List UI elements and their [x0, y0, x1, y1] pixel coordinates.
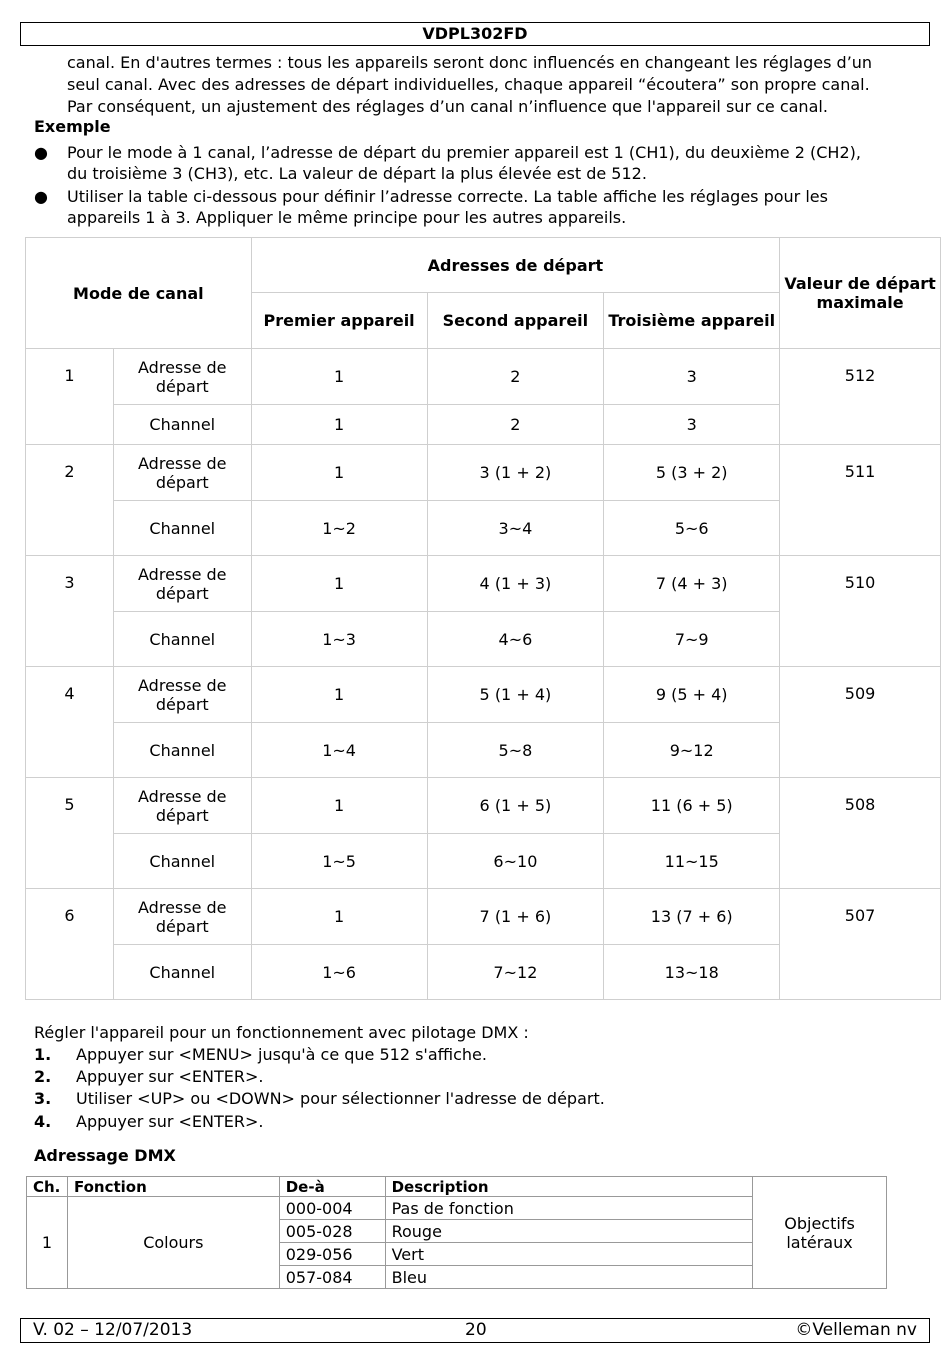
- second-channel-cell: 6~10: [427, 834, 604, 889]
- max-start-cell: 511: [780, 445, 941, 556]
- mode-cell: 5: [26, 778, 114, 889]
- step-text: Appuyer sur <MENU> jusqu'à ce que 512 s'affiche.: [76, 1045, 487, 1064]
- first-channel-cell: 1~3: [251, 612, 427, 667]
- dmx-table: [26, 1176, 887, 1289]
- step-number: 1.: [34, 1045, 52, 1064]
- second-start-cell: 6 (1 + 5): [427, 778, 604, 834]
- third-channel-cell: 3: [604, 405, 780, 445]
- first-channel-cell: 1~2: [251, 501, 427, 556]
- row-label-channel: Channel: [113, 612, 251, 667]
- page-header-title: VDPL302FD: [20, 22, 930, 46]
- second-channel-cell: 4~6: [427, 612, 604, 667]
- second-start-cell: 5 (1 + 4): [427, 667, 604, 723]
- bullet-icon: ●: [34, 187, 48, 206]
- step-text: Utiliser <UP> ou <DOWN> pour sélectionner l'adresse de départ.: [76, 1089, 605, 1108]
- dmx-col-range: De-à: [279, 1177, 385, 1197]
- dmx-note: Objectifs latéraux: [753, 1177, 887, 1289]
- step-number: 2.: [34, 1067, 52, 1086]
- bullet-icon: ●: [34, 143, 48, 162]
- row-label-start: Adresse de départ: [113, 778, 251, 834]
- row-label-channel: Channel: [113, 945, 251, 1000]
- table-row: [26, 889, 941, 945]
- max-start-cell: 510: [780, 556, 941, 667]
- dmx-desc-cell: Vert: [385, 1243, 752, 1266]
- col-mode-header: Mode de canal: [26, 238, 252, 349]
- row-label-channel: Channel: [113, 723, 251, 778]
- second-channel-cell: 5~8: [427, 723, 604, 778]
- first-channel-cell: 1~5: [251, 834, 427, 889]
- page-footer: [20, 1318, 930, 1343]
- second-channel-cell: 2: [427, 405, 604, 445]
- dmx-range-cell: 057-084: [279, 1266, 385, 1289]
- footer-copyright: ©Velleman nv: [795, 1320, 917, 1340]
- dmx-ch-cell: 1: [27, 1197, 68, 1289]
- max-start-cell: 507: [780, 889, 941, 1000]
- table-row: [26, 667, 941, 723]
- intro-line: Par conséquent, un ajustement des réglages d’un canal n’influence que l'appareil sur ce canal.: [67, 97, 828, 116]
- dmx-col-fonction: Fonction: [67, 1177, 279, 1197]
- step-number: 3.: [34, 1089, 52, 1108]
- third-start-cell: 3: [604, 349, 780, 405]
- mode-cell: 6: [26, 889, 114, 1000]
- col-third-header: Troisième appareil: [604, 293, 780, 349]
- step-item: [34, 1089, 605, 1108]
- example-heading: Exemple: [34, 117, 111, 136]
- third-start-cell: 13 (7 + 6): [604, 889, 780, 945]
- dmx-desc-cell: Pas de fonction: [385, 1197, 752, 1220]
- max-start-cell: 509: [780, 667, 941, 778]
- dmx-fonction-cell: Colours: [67, 1197, 279, 1289]
- row-label-start: Adresse de départ: [113, 349, 251, 405]
- first-start-cell: 1: [251, 349, 427, 405]
- third-start-cell: 5 (3 + 2): [604, 445, 780, 501]
- max-start-cell: 512: [780, 349, 941, 445]
- third-channel-cell: 7~9: [604, 612, 780, 667]
- step-item: [34, 1067, 264, 1086]
- table-row: [26, 556, 941, 612]
- second-channel-cell: 7~12: [427, 945, 604, 1000]
- row-label-start: Adresse de départ: [113, 889, 251, 945]
- bullet-line: du troisième 3 (CH3), etc. La valeur de départ la plus élevée est de 512.: [67, 164, 647, 183]
- bullet-line: Utiliser la table ci-dessous pour définir l’adresse correcte. La table affiche les réglages pour les: [67, 187, 828, 206]
- dmx-col-desc: Description: [385, 1177, 752, 1197]
- intro-line: seul canal. Avec des adresses de départ individuelles, chaque appareil “écoutera” son propre canal.: [67, 75, 870, 94]
- table-row: [26, 349, 941, 405]
- col-max-header: Valeur de départ maximale: [780, 238, 941, 349]
- second-start-cell: 4 (1 + 3): [427, 556, 604, 612]
- third-channel-cell: 9~12: [604, 723, 780, 778]
- first-channel-cell: 1: [251, 405, 427, 445]
- third-channel-cell: 11~15: [604, 834, 780, 889]
- bullet-line: appareils 1 à 3. Appliquer le même principe pour les autres appareils.: [67, 208, 627, 227]
- step-text: Appuyer sur <ENTER>.: [76, 1067, 264, 1086]
- first-start-cell: 1: [251, 556, 427, 612]
- step-item: [34, 1112, 264, 1131]
- step-number: 4.: [34, 1112, 52, 1131]
- second-start-cell: 2: [427, 349, 604, 405]
- steps-intro: Régler l'appareil pour un fonctionnement avec pilotage DMX :: [34, 1023, 529, 1042]
- row-label-start: Adresse de départ: [113, 667, 251, 723]
- third-start-cell: 7 (4 + 3): [604, 556, 780, 612]
- first-start-cell: 1: [251, 445, 427, 501]
- dmx-desc-cell: Bleu: [385, 1266, 752, 1289]
- row-label-channel: Channel: [113, 405, 251, 445]
- second-start-cell: 3 (1 + 2): [427, 445, 604, 501]
- footer-version: V. 02 – 12/07/2013: [33, 1320, 193, 1340]
- first-channel-cell: 1~6: [251, 945, 427, 1000]
- start-address-table: [25, 237, 941, 1000]
- table-row: [26, 445, 941, 501]
- first-start-cell: 1: [251, 778, 427, 834]
- first-channel-cell: 1~4: [251, 723, 427, 778]
- bullet-line: Pour le mode à 1 canal, l’adresse de départ du premier appareil est 1 (CH1), du deuxième 2 (CH2),: [67, 143, 861, 162]
- third-channel-cell: 13~18: [604, 945, 780, 1000]
- dmx-range-cell: 005-028: [279, 1220, 385, 1243]
- third-start-cell: 9 (5 + 4): [604, 667, 780, 723]
- footer-page-number: 20: [465, 1320, 487, 1340]
- second-start-cell: 7 (1 + 6): [427, 889, 604, 945]
- row-label-channel: Channel: [113, 834, 251, 889]
- first-start-cell: 1: [251, 889, 427, 945]
- col-start-header: Adresses de départ: [251, 238, 779, 293]
- col-first-header: Premier appareil: [251, 293, 427, 349]
- row-label-channel: Channel: [113, 501, 251, 556]
- dmx-desc-cell: Rouge: [385, 1220, 752, 1243]
- mode-cell: 4: [26, 667, 114, 778]
- second-channel-cell: 3~4: [427, 501, 604, 556]
- third-channel-cell: 5~6: [604, 501, 780, 556]
- mode-cell: 1: [26, 349, 114, 445]
- mode-cell: 2: [26, 445, 114, 556]
- table-row: [26, 778, 941, 834]
- intro-line: canal. En d'autres termes : tous les appareils seront donc influencés en changeant les réglages d’un: [67, 53, 873, 72]
- mode-cell: 3: [26, 556, 114, 667]
- first-start-cell: 1: [251, 667, 427, 723]
- max-start-cell: 508: [780, 778, 941, 889]
- intro-paragraph: [67, 52, 917, 118]
- step-text: Appuyer sur <ENTER>.: [76, 1112, 264, 1131]
- dmx-range-cell: 000-004: [279, 1197, 385, 1220]
- third-start-cell: 11 (6 + 5): [604, 778, 780, 834]
- dmx-col-ch: Ch.: [27, 1177, 68, 1197]
- row-label-start: Adresse de départ: [113, 556, 251, 612]
- col-second-header: Second appareil: [427, 293, 604, 349]
- dmx-heading: Adressage DMX: [34, 1146, 176, 1165]
- row-label-start: Adresse de départ: [113, 445, 251, 501]
- dmx-range-cell: 029-056: [279, 1243, 385, 1266]
- step-item: [34, 1045, 487, 1064]
